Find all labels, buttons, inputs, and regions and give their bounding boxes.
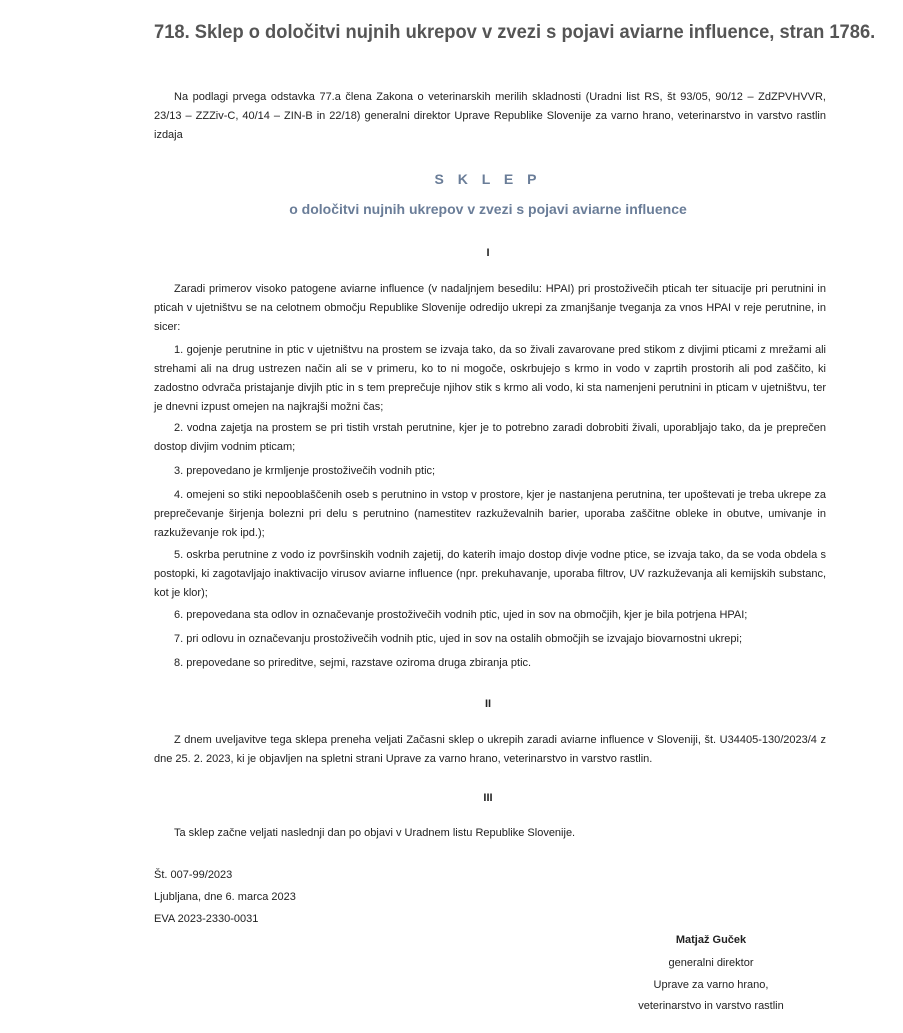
section-i-intro: Zaradi primerov visoko patogene aviarne influence (v nadaljnjem besedilu: HPAI) pri prostoživečih pticah ter situacije pri perutnini in pticah v ujetništvu se na celotnem območju Republike Slovenije odredijo ukrepi za zmanjšanje tveganja za vnos HPAI v reje perutnine, in sicer: (154, 283, 826, 333)
sklep-subheading: o določitvi nujnih ukrepov v zvezi s pojavi aviarne influence (289, 201, 687, 217)
preamble: Na podlagi prvega odstavka 77.a člena Zakona o veterinarskih merilih skladnosti (Uradni list RS, št 93/05, 90/12 – ZdZPVHVVR, 23/13 – ZZZiv-C, 40/14 – ZIN-B in 22/18) generalni direktor Uprave Republike Slovenije za varno hrano, veterinarstvo in varstvo rastlin izdaja (154, 91, 826, 141)
signatory-org-line2: veterinarstvo in varstvo rastlin (638, 1000, 784, 1012)
list-item: 6. prepovedana sta odlov in označevanje prostoživečih vodnih ptic, ujed in sov na območjih, kjer je bila potrjena HPAI; (174, 609, 748, 621)
list-item: 4. omejeni so stiki nepooblaščenih oseb s perutnino in vstop v prostore, kjer je nastanjena perutnina, ter upoštevati je treba ukrepe za preprečevanje širjenja bolezni pri delu s perutnino (namestitev razkuževalnih barier, uporaba zaščitne obleke in obutve, umivanje in razkuževanje rok ipd.); (154, 489, 826, 539)
signatory-role: generalni direktor (668, 957, 754, 969)
list-item: 7. pri odlovu in označevanju prostoživečih vodnih ptic, ujed in sov na ostalih območjih se izvajajo biovarnostni ukrepi; (174, 633, 743, 645)
list-item: 2. vodna zajetja na prostem se pri tistih vrstah perutnine, kjer je to potrebno zaradi dobrobiti živali, uporabljajo tako, da je preprečen dostop divjim vodnim pticam; (154, 422, 826, 453)
section-iii-text: Ta sklep začne veljati naslednji dan po objavi v Uradnem listu Republike Slovenije. (174, 827, 576, 839)
signatory-org-line1: Uprave za varno hrano, (653, 979, 769, 991)
section-ii-numeral: II (484, 698, 492, 710)
list-item: 5. oskrba perutnine z vodo iz površinskih vodnih zajetij, do katerih imajo dostop divje vodne ptice, se izvaja tako, da se voda obdela s postopki, ki zagotavljajo inaktivacijo virusov aviarne influence (npr. prekuhavanje, uporaba filtrov, UV razkuževanja ali kemijskih substanc, kot je klor); (154, 549, 826, 599)
list-item: 8. prepovedane so prireditve, sejmi, razstave oziroma druga zbiranja ptic. (174, 657, 532, 669)
section-iii-numeral: III (483, 792, 493, 804)
document-title: 718. Sklep o določitvi nujnih ukrepov v zvezi s pojavi aviarne influence, stran 1786. (154, 21, 876, 43)
sklep-heading: S K L E P (434, 171, 542, 187)
list-item: 3. prepovedano je krmljenje prostoživečih vodnih ptic; (174, 465, 436, 477)
document-number: Št. 007-99/2023 (154, 869, 233, 881)
eva-number: EVA 2023-2330-0031 (154, 913, 259, 925)
section-ii-text: Z dnem uveljavitve tega sklepa preneha veljati Začasni sklep o ukrepih zaradi aviarne influence v Sloveniji, št. U34405-130/2023/4 z dne 25. 2. 2023, ki je objavljen na spletni strani Uprave za varno hrano, veterinarstvo in varstvo rastlin. (154, 734, 826, 765)
place-date: Ljubljana, dne 6. marca 2023 (154, 891, 296, 903)
signatory-name: Matjaž Guček (675, 934, 747, 946)
list-item: 1. gojenje perutnine in ptic v ujetništvu na prostem se izvaja tako, da so živali zavarovane pred stikom z divjimi pticami z mrežami ali strehami ali na drug ustrezen način ali se v primeru, ko to ni mogoče, oskrbujejo s krmo in vodo v zaprtih prostorih ali pod zaščito, ki zadostno odvrača pristajanje divjih ptic in s tem preprečuje njihov stik s krmo ali vodo, ki sta namenjeni perutnini in pticam v ujetništvu, ter je dnevni izpust omejen na najkrajši možni čas; (154, 344, 826, 413)
section-i-numeral: I (486, 247, 490, 259)
